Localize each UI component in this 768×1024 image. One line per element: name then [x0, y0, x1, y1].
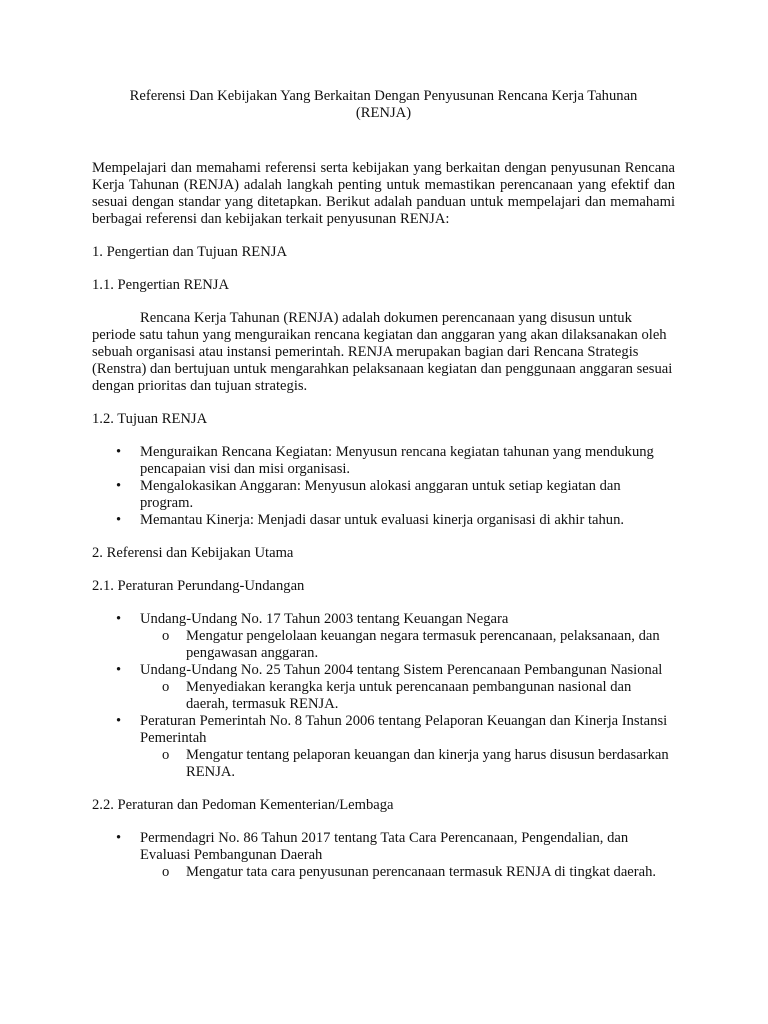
section-2-2-heading: 2.2. Peraturan dan Pedoman Kementerian/Lembaga [92, 797, 394, 813]
list-item [92, 478, 675, 512]
sub-bullet-icon: o [162, 864, 170, 880]
list-item-text: Mengalokasikan Anggaran: Menyusun alokasi anggaran untuk setiap kegiatan dan program. [140, 478, 621, 511]
list-item-text: Undang-Undang No. 25 Tahun 2004 tentang Sistem Perencanaan Pembangunan Nasional [140, 662, 663, 678]
bullet-icon: • [116, 611, 122, 627]
bullet-icon: • [116, 444, 122, 460]
bullet-icon: • [116, 713, 122, 729]
section-2-heading: 2. Referensi dan Kebijakan Utama [92, 545, 294, 561]
list-item [92, 611, 675, 662]
sub-list-item-text: Menyediakan kerangka kerja untuk perencanaan pembangunan nasional dan daerah, termasuk RENJA. [186, 679, 632, 712]
list-item-text: Undang-Undang No. 17 Tahun 2003 tentang Keuangan Negara [140, 611, 509, 627]
bullet-icon: • [116, 662, 122, 678]
sub-list-item [140, 628, 675, 662]
title-line-2: (RENJA) [355, 105, 412, 121]
bullet-icon: • [116, 830, 122, 846]
document-title [92, 88, 675, 122]
document-page [92, 88, 675, 881]
sub-list-item [140, 864, 675, 881]
sub-list-item-text: Mengatur tentang pelaporan keuangan dan kinerja yang harus disusun berdasarkan RENJA. [186, 747, 669, 780]
list-item-text: Menguraikan Rencana Kegiatan: Menyusun rencana kegiatan tahunan yang mendukung pencapaian visi dan misi organisasi. [140, 444, 654, 477]
section-2-1-heading: 2.1. Peraturan Perundang-Undangan [92, 578, 305, 594]
sub-bullet-icon: o [162, 747, 170, 763]
list-item-text: Permendagri No. 86 Tahun 2017 tentang Tata Cara Perencanaan, Pengendalian, dan Evaluasi Pembangunan Daerah [140, 830, 629, 863]
sub-list-item-text: Mengatur tata cara penyusunan perencanaan termasuk RENJA di tingkat daerah. [186, 864, 657, 880]
sub-bullet-icon: o [162, 628, 170, 644]
intro-paragraph: Mempelajari dan memahami referensi serta kebijakan yang berkaitan dengan penyusunan Rencana Kerja Tahunan (RENJA) adalah langkah penting untuk memastikan perencanaan yang efektif dan sesuai dengan standar yang ditetapkan. Berikut adalah panduan untuk mempelajari dan memahami berbagai referensi dan kebijakan terkait penyusunan RENJA: [92, 160, 675, 227]
sub-list [140, 747, 675, 781]
list-item-text: Memantau Kinerja: Menjadi dasar untuk evaluasi kinerja organisasi di akhir tahun. [140, 512, 625, 528]
sub-list [140, 628, 675, 662]
tujuan-list [92, 444, 675, 529]
sub-list-item-text: Mengatur pengelolaan keuangan negara termasuk perencanaan, pelaksanaan, dan pengawasan anggaran. [186, 628, 660, 661]
list-item [92, 444, 675, 478]
section-1-heading: 1. Pengertian dan Tujuan RENJA [92, 244, 287, 260]
section-1-1-paragraph: Rencana Kerja Tahunan (RENJA) adalah dokumen perencanaan yang disusun untuk periode satu tahun yang menguraikan rencana kegiatan dan anggaran yang akan dilaksanakan oleh sebuah organisasi atau instansi pemerintah. RENJA merupakan bagian dari Rencana Strategis (Renstra) dan bertujuan untuk mengarahkan pelaksanaan kegiatan dan penggunaan anggaran sesuai dengan prioritas dan tujuan strategis. [92, 310, 673, 394]
sub-bullet-icon: o [162, 679, 170, 695]
sub-list [140, 679, 675, 713]
bullet-icon: • [116, 512, 122, 528]
pedoman-list [92, 830, 675, 881]
title-line-1: Referensi Dan Kebijakan Yang Berkaitan Dengan Penyusunan Rencana Kerja Tahunan [129, 88, 638, 104]
list-item [92, 512, 675, 529]
sub-list-item [140, 679, 675, 713]
list-item [92, 830, 675, 881]
sub-list-item [140, 747, 675, 781]
peraturan-list [92, 611, 675, 781]
list-item [92, 713, 675, 781]
list-item-text: Peraturan Pemerintah No. 8 Tahun 2006 tentang Pelaporan Keuangan dan Kinerja Instansi Pemerintah [140, 713, 668, 746]
sub-list [140, 864, 675, 881]
section-1-1-heading: 1.1. Pengertian RENJA [92, 277, 230, 293]
list-item [92, 662, 675, 713]
bullet-icon: • [116, 478, 122, 494]
section-1-2-heading: 1.2. Tujuan RENJA [92, 411, 208, 427]
